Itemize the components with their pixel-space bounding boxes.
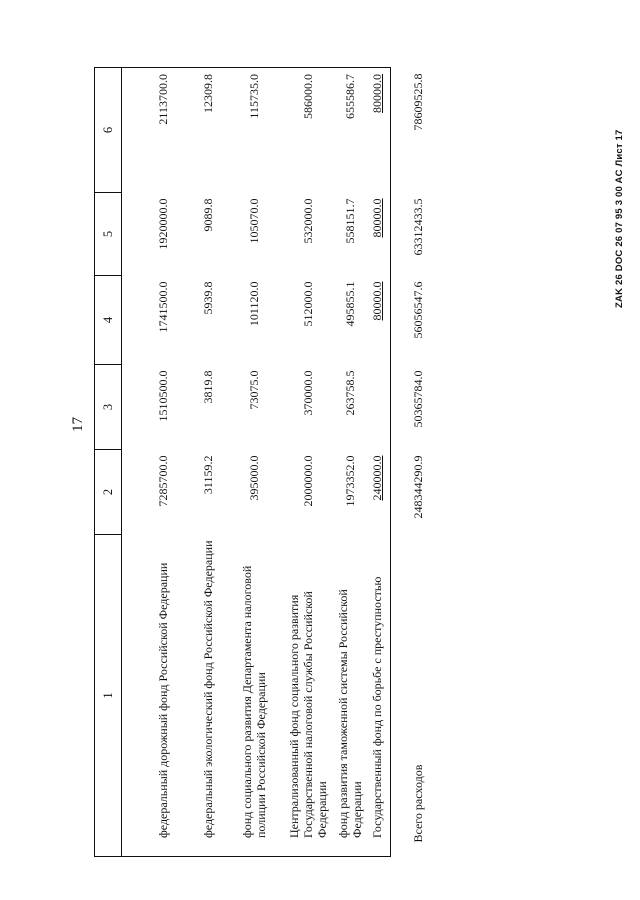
expenses-table — [94, 67, 439, 857]
table-cell: 2000000.0 — [301, 455, 316, 507]
table-cell: 1973352.0 — [343, 455, 358, 507]
table-cell: 558151.7 — [343, 198, 358, 244]
table-cell: 263758.5 — [343, 370, 358, 416]
page-number: 17 — [70, 417, 86, 432]
column-header: 2 — [95, 450, 122, 535]
total-cell: 78609525.8 — [411, 73, 426, 131]
table-cell: 80000.0 — [366, 193, 391, 276]
table-row — [366, 68, 391, 857]
total-row — [391, 68, 440, 857]
table-cell: 586000.0 — [282, 68, 336, 193]
column-header: 5 — [95, 193, 122, 276]
table-row — [282, 68, 336, 857]
table-cell: 1920000.0 — [156, 198, 171, 250]
table-cell: 80000.0 — [366, 68, 391, 193]
table-cell: 370000.0 — [301, 370, 316, 416]
table-cell: 1741500.0 — [156, 281, 171, 333]
table-row — [336, 68, 366, 857]
row-label: фонд развития таможенной системы Российской Федерации — [336, 535, 366, 857]
table-row — [228, 68, 282, 857]
total-cell: 50365784.0 — [411, 370, 426, 428]
table-cell: 395000.0 — [247, 455, 262, 501]
table-header-row — [95, 68, 122, 857]
total-cell: 248344290.9 — [411, 455, 426, 519]
column-header: 4 — [95, 276, 122, 365]
row-label: Централизованный фонд социального развития Государственной налоговой службы Российской Федерации — [282, 535, 336, 857]
table-row — [122, 68, 191, 857]
total-label: Всего расходов — [411, 764, 426, 843]
row-label: федеральный дорожный фонд Российской Федерации — [122, 535, 191, 857]
document-footer: ZAK 26 DOC 26 07 95 3 00 AC Лист 17 — [614, 129, 625, 308]
table-cell: 495855.1 — [343, 281, 358, 327]
table-cell: 532000.0 — [301, 198, 316, 244]
table-cell: 512000.0 — [301, 281, 316, 327]
row-label: федеральный экологический фонд Российской Федерации — [190, 535, 228, 857]
column-header: 3 — [95, 365, 122, 450]
table-cell: 5939.8 — [201, 281, 216, 315]
row-label: фонд социального развития Департамента налоговой полиции Российской Федерации — [228, 535, 282, 857]
table-row — [190, 68, 228, 857]
table-cell: 80000.0 — [366, 276, 391, 365]
column-header: 1 — [95, 535, 122, 857]
table-cell: 3819.8 — [201, 370, 216, 404]
table-cell: 240000.0 — [366, 450, 391, 535]
table-cell — [366, 365, 391, 450]
table-cell: 73075.0 — [247, 370, 262, 410]
table-cell: 115735.0 — [228, 68, 282, 193]
table-cell: 101120.0 — [247, 281, 262, 327]
row-label: Государственный фонд по борьбе с преступностью — [366, 535, 391, 857]
table-cell: 12309.8 — [190, 68, 228, 193]
table-cell: 1510500.0 — [156, 370, 171, 422]
total-cell: 56056547.6 — [411, 281, 426, 339]
table-cell: 9089.8 — [201, 198, 216, 232]
table-cell: 105070.0 — [247, 198, 262, 244]
total-cell: 63312433.5 — [411, 198, 426, 256]
table-cell: 7285700.0 — [156, 455, 171, 507]
table-cell: 31159.2 — [201, 455, 216, 495]
table-cell: 655586.7 — [336, 68, 366, 193]
table-cell: 2113700.0 — [122, 68, 191, 193]
column-header: 6 — [95, 68, 122, 193]
